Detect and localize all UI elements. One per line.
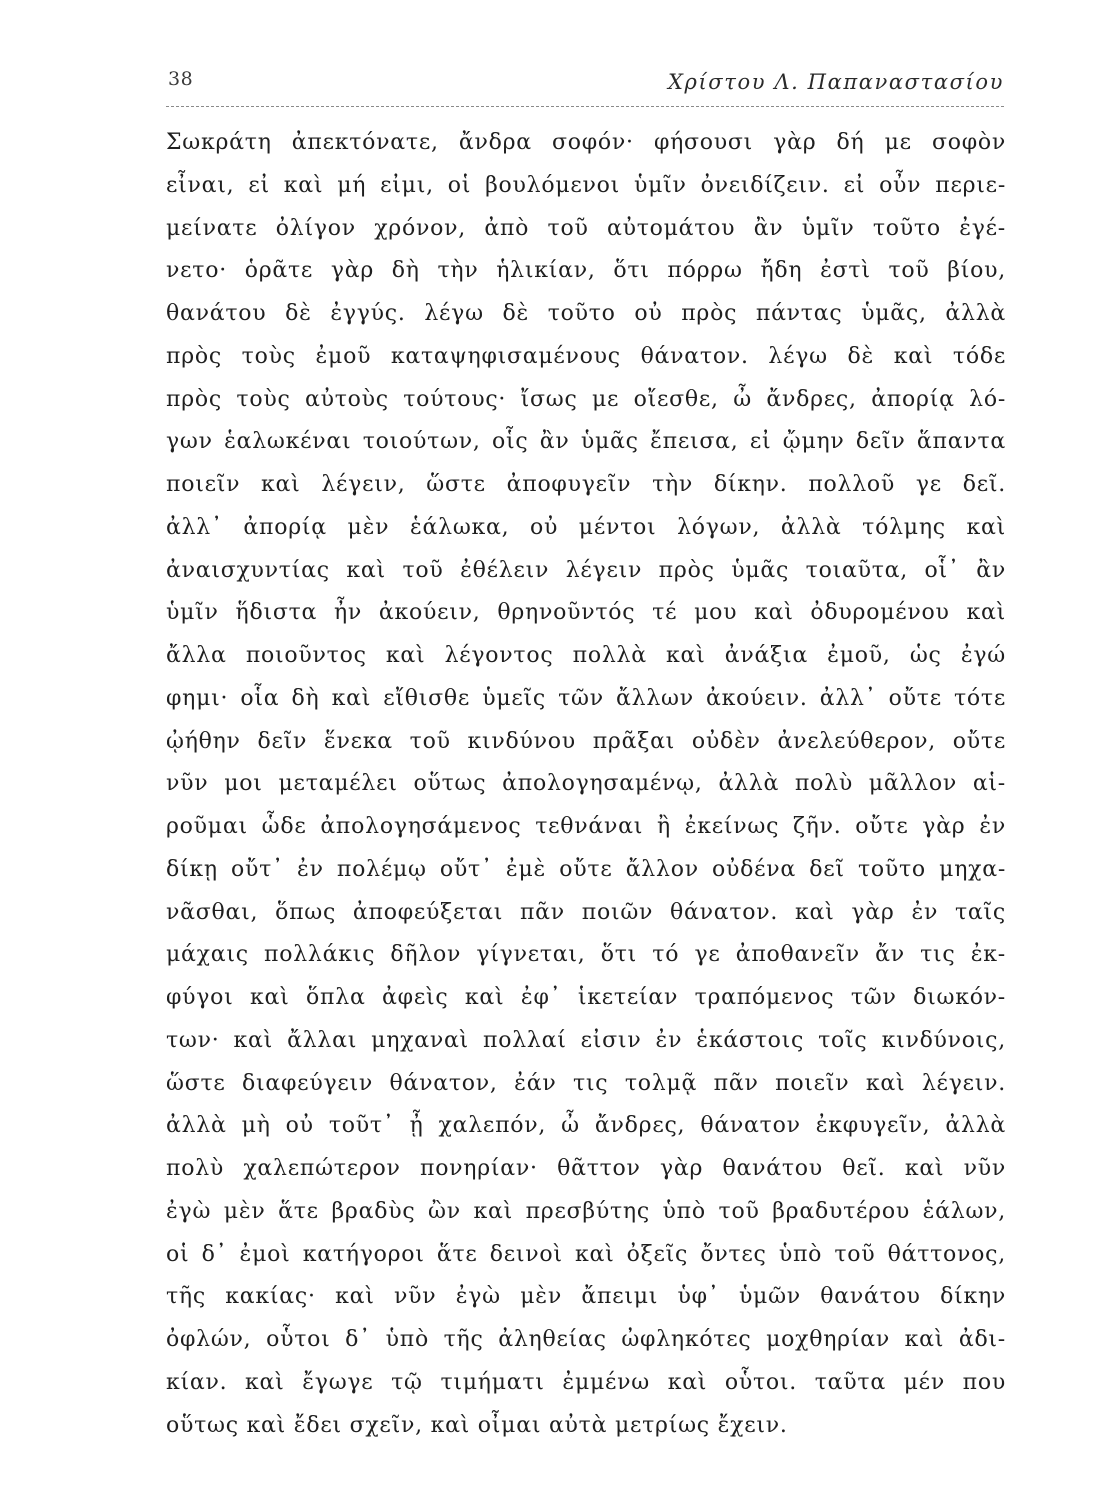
text-line: ἀλλ᾽ ἀπορίᾳ μὲν ἑάλωκα, οὐ μέντοι λόγων, ἀλλὰ τόλμης καὶ <box>166 514 1006 540</box>
text-line: ροῦμαι ὧδε ἀπολογησάμενος τεθνάναι ἢ ἐκείνως ζῆν. οὔτε γὰρ ἐν <box>166 814 1006 839</box>
text-line: Σωκράτη ἀπεκτόνατε, ἄνδρα σοφόν· φήσουσι γὰρ δή με σοφὸν <box>166 130 1006 155</box>
text-line: εἶναι, εἰ καὶ μή εἰμι, οἱ βουλόμενοι ὑμῖν ὀνειδίζειν. εἰ οὖν περιε- <box>166 172 1006 198</box>
text-line: οὕτως καὶ ἔδει σχεῖν, καὶ οἶμαι αὐτὰ μετρίως ἔχειν. <box>166 1412 788 1438</box>
text-line: δίκῃ οὔτ᾽ ἐν πολέμῳ οὔτ᾽ ἐμὲ οὔτε ἄλλον οὐδένα δεῖ τοῦτο μηχα- <box>166 856 1006 882</box>
text-line: φημι· οἷα δὴ καὶ εἴθισθε ὑμεῖς τῶν ἄλλων ἀκούειν. ἀλλ᾽ οὔτε τότε <box>166 685 1006 711</box>
header-rule <box>166 106 1004 107</box>
text-line: πρὸς τοὺς ἐμοῦ καταψηφισαμένους θάνατον. λέγω δὲ καὶ τόδε <box>166 343 1006 369</box>
text-line: οἱ δ᾽ ἐμοὶ κατήγοροι ἅτε δεινοὶ καὶ ὀξεῖς ὄντες ὑπὸ τοῦ θάττονος, <box>166 1241 1006 1267</box>
text-line: γων ἑαλωκέναι τοιούτων, οἷς ἂν ὑμᾶς ἔπεισα, εἰ ᾤμην δεῖν ἅπαντα <box>166 429 1006 455</box>
text-line: ὥστε διαφεύγειν θάνατον, ἐάν τις τολμᾷ πᾶν ποιεῖν καὶ λέγειν. <box>166 1070 1006 1096</box>
text-line: ἄλλα ποιοῦντος καὶ λέγοντος πολλὰ καὶ ἀνάξια ἐμοῦ, ὡς ἐγώ <box>166 643 1006 668</box>
page-number: 38 <box>168 68 194 90</box>
text-line: ἐγὼ μὲν ἅτε βραδὺς ὢν καὶ πρεσβύτης ὑπὸ τοῦ βραδυτέρου ἑάλων, <box>166 1198 1006 1224</box>
text-line: θανάτου δὲ ἐγγύς. λέγω δὲ τοῦτο οὐ πρὸς πάντας ὑμᾶς, ἀλλὰ <box>166 301 1006 326</box>
text-line: φύγοι καὶ ὅπλα ἀφεὶς καὶ ἐφ᾽ ἱκετείαν τραπόμενος τῶν διωκόν- <box>166 985 1006 1010</box>
text-line: ᾠήθην δεῖν ἕνεκα τοῦ κινδύνου πρᾶξαι οὐδὲν ἀνελεύθερον, οὔτε <box>166 728 1006 754</box>
text-line: νᾶσθαι, ὅπως ἀποφεύξεται πᾶν ποιῶν θάνατον. καὶ γὰρ ἐν ταῖς <box>166 899 1006 925</box>
running-head: Χρίστου Λ. Παπαναστασίου <box>667 70 1004 94</box>
text-line: τῆς κακίας· καὶ νῦν ἐγὼ μὲν ἄπειμι ὑφ᾽ ὑμῶν θανάτου δίκην <box>166 1284 1006 1310</box>
body-text <box>166 122 1006 1447</box>
text-line: των· καὶ ἄλλαι μηχαναὶ πολλαί εἰσιν ἐν ἑκάστοις τοῖς κινδύνοις, <box>166 1027 1006 1053</box>
text-line: ἀναισχυντίας καὶ τοῦ ἐθέλειν λέγειν πρὸς ὑμᾶς τοιαῦτα, οἷ᾽ ἂν <box>166 557 1006 583</box>
text-line: πολὺ χαλεπώτερον πονηρίαν· θᾶττον γὰρ θανάτου θεῖ. καὶ νῦν <box>166 1156 1006 1181</box>
text-line: μάχαις πολλάκις δῆλον γίγνεται, ὅτι τό γε ἀποθανεῖν ἄν τις ἐκ- <box>166 942 1006 968</box>
text-line: μείνατε ὀλίγον χρόνον, ἀπὸ τοῦ αὐτομάτου ἂν ὑμῖν τοῦτο ἐγέ- <box>166 215 1006 241</box>
text-line: πρὸς τοὺς αὐτοὺς τούτους· ἴσως με οἴεσθε, ὦ ἄνδρες, ἀπορίᾳ λό- <box>166 386 1006 412</box>
text-line: νῦν μοι μεταμέλει οὕτως ἀπολογησαμένῳ, ἀλλὰ πολὺ μᾶλλον αἱ- <box>166 771 1006 797</box>
text-line: κίαν. καὶ ἔγωγε τῷ τιμήματι ἐμμένω καὶ οὗτοι. ταῦτα μέν που <box>166 1369 1006 1395</box>
text-line: ποιεῖν καὶ λέγειν, ὥστε ἀποφυγεῖν τὴν δίκην. πολλοῦ γε δεῖ. <box>166 472 1006 497</box>
text-line: ὀφλών, οὗτοι δ᾽ ὑπὸ τῆς ἀληθείας ὠφληκότες μοχθηρίαν καὶ ἀδι- <box>166 1327 1006 1352</box>
text-line: ἀλλὰ μὴ οὐ τοῦτ᾽ ᾖ χαλεπόν, ὦ ἄνδρες, θάνατον ἐκφυγεῖν, ἀλλὰ <box>166 1113 1006 1139</box>
text-line: ὑμῖν ἥδιστα ἦν ἀκούειν, θρηνοῦντός τέ μου καὶ ὀδυρομένου καὶ <box>166 600 1006 626</box>
text-line: νετο· ὁρᾶτε γὰρ δὴ τὴν ἡλικίαν, ὅτι πόρρω ἤδη ἐστὶ τοῦ βίου, <box>166 258 1006 284</box>
